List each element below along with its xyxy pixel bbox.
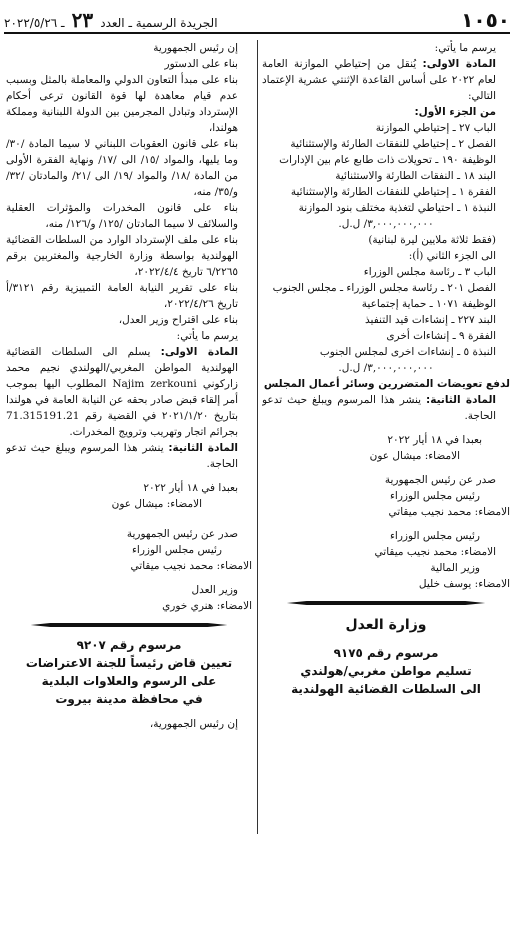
decree-number: مرسوم رقم ٩٢٠٧: [76, 638, 182, 652]
ministry-heading: وزارة العدل: [345, 617, 427, 633]
decree-title: على الرسوم والعلاوات البلدية: [41, 674, 217, 688]
signatory-title: رئيس مجلس الوزراء: [389, 490, 480, 502]
signature: الامضاء: ميشال عون: [111, 498, 202, 510]
signature: الامضاء: محمد نجيب ميقاتي: [388, 506, 510, 518]
purpose: لدفع تعويضات المتضررين وسائر أعمال المجلس: [263, 378, 510, 390]
section-divider: [287, 600, 485, 606]
budget-line: الفصل ٢٠١ ـ رئاسة مجلس الوزراء ـ مجلس الجنوب: [272, 282, 496, 294]
budget-line: الفقرة ٩ ـ إنشاءات أخرى: [386, 330, 496, 342]
budget-line: الفصل ٢ ـ إحتياطي للنفقات الطارئة والإستثنائية: [290, 138, 496, 150]
part-heading: من الجزء الأول:: [414, 106, 496, 118]
issuer: صدر عن رئيس الجمهورية: [384, 474, 496, 486]
issuer: صدر عن رئيس الجمهورية: [126, 528, 238, 540]
decree-clause: إن رئيس الجمهورية: [153, 42, 238, 54]
decree-clause: بناء على تقرير النيابة العامة التمييزية رقم ٣١٢١/أ تاريخ ٢٠٢٢/٤/٢٦،: [6, 282, 238, 310]
decree-clause: بناء على قانون المخدرات والمؤثرات العقلية والسلائف لا سيما المادتان /١٢٥/ و/١٢٦/ منه،: [6, 202, 238, 230]
decree-clause: بناء على مبدأ التعاون الدولي والمعاملة بالمثل وبسبب عدم قيام معاهدة لها قوة القانون ترعى أحكام الإسترداد وتبادل المجرمين بين الدولة اللبنانية ومملكة هولندا،: [6, 74, 238, 134]
budget-line: الباب ٣ ـ رئاسة مجلس الوزراء: [363, 266, 496, 278]
budget-line: النبذة ٥ ـ إنشاءات اخرى لمجلس الجنوب: [319, 346, 496, 358]
budget-line: الفقرة ١ ـ إحتياطي للنفقات الطارئة والإستثنائية: [290, 186, 496, 198]
article-one: المادة الاولى: يسلم الى السلطات القضائية الهولندية المواطن المغربي/الهولندي نجيم محمد زاركوني Najim zerkouni المطلوب اليها بموجب أمر إلقاء قبض صادر بحقه عن النيابة العامة في هولندا بتاريخ ٢٠٢١/١/٢٠ في القضية رقم 71.315191.21 بجرائم اتجار وتهريب وترويج المخدرات.: [6, 346, 239, 438]
signatory-title: وزير العدل: [191, 584, 238, 596]
decree-clause: يرسم ما يأتي:: [434, 42, 496, 54]
amount: ٣,٠٠٠,٠٠٠,٠٠٠/ ل.ل.: [338, 218, 434, 230]
budget-line: الوظيفة ١٩٠ ـ تحويلات ذات طابع عام بين الإدارات: [279, 154, 496, 166]
budget-line: البند ١٨ ـ النفقات الطارئة والاستثنائية: [335, 170, 496, 182]
signature: الامضاء: يوسف خليل: [418, 578, 510, 590]
signature: الامضاء: محمد نجيب ميقاتي: [130, 560, 252, 572]
decree-clause: إن رئيس الجمهورية،: [149, 718, 238, 730]
header-title: الجريدة الرسمية ـ العدد: [100, 16, 218, 30]
part-heading: الى الجزء الثاني (أ):: [408, 250, 496, 262]
budget-line: الباب ٢٧ ـ إحتياطي الموازنة: [375, 122, 496, 134]
signatory-title: رئيس مجلس الوزراء: [389, 530, 480, 542]
signature: الامضاء: محمد نجيب ميقاتي: [374, 546, 496, 558]
decree-clause: بناء على ملف الإسترداد الوارد من السلطات القضائية الهولندية بواسطة وزارة الخارجية والمغتربين برقم ٦/٢٢٦٥ تاريخ ٢٠٢٢/٤/٤،: [6, 234, 238, 278]
signature-date: بعبدا في ١٨ أيار ٢٠٢٢: [143, 482, 238, 494]
signature: الامضاء: ميشال عون: [369, 450, 460, 462]
decree-title: تسليم مواطن مغربي/هولندي: [300, 664, 472, 678]
amount: ٣,٠٠٠,٠٠٠,٠٠٠/ ل.ل.: [338, 362, 434, 374]
header-issue: ٢٣: [71, 8, 94, 32]
decree-title: في محافظة مدينة بيروت: [55, 692, 203, 706]
decree-clause: بناء على اقتراح وزير العدل،: [118, 314, 238, 326]
decree-number: مرسوم رقم ٩١٧٥: [333, 646, 439, 660]
decree-clause: بناء على الدستور: [164, 58, 238, 70]
decree-clause: يرسم ما يأتي:: [176, 330, 238, 342]
left-column: [6, 40, 252, 934]
right-column: [262, 40, 510, 934]
section-divider: [31, 622, 228, 628]
signatory-title: وزير المالية: [430, 562, 480, 574]
article-two: المادة الثانية: ينشر هذا المرسوم ويبلغ حيث تدعو الحاجة.: [6, 442, 238, 470]
page-header: [4, 6, 510, 34]
signature-date: بعبدا في ١٨ أيار ٢٠٢٢: [387, 434, 482, 446]
header-date: ـ ٢٠٢٢/٥/٢٦: [4, 16, 65, 30]
budget-line: البند ٢٢٧ ـ إنشاءات قيد التنفيذ: [365, 314, 496, 326]
decree-clause: بناء على قانون العقوبات اللبناني لا سيما المادة /٣٠/ وما يليها، والمواد /١٥/ الى /١٧/ ونهاية الفقرة الأولى من المادة /١٨/ والمواد /١٩/ الى /٢١/ والمادتان /٣٢/ و/٣٥/ منه،: [6, 138, 238, 198]
budget-line: النبذة ١ ـ احتياطي لتغذية مختلف بنود الموازنة: [298, 202, 496, 214]
article-one: المادة الاولى: يُنقل من إحتياطي الموازنة العامة لعام ٢٠٢٢ على أساس القاعدة الإثنتي عشرية الإعتماد التالي:: [262, 58, 496, 102]
column-divider: [257, 40, 258, 834]
signature: الامضاء: هنري خوري: [162, 600, 252, 612]
decree-title: الى السلطات القضائية الهولندية: [291, 682, 481, 696]
page-number: ١٠٥٠: [461, 8, 510, 32]
amount-words: (فقط ثلاثة ملايين ليرة لبنانية): [368, 234, 496, 246]
signatory-title: رئيس مجلس الوزراء: [131, 544, 222, 556]
article-two: المادة الثانية: ينشر هذا المرسوم ويبلغ حيث تدعو الحاجة.: [262, 394, 496, 422]
budget-line: الوظيفة ١٠٧١ ـ حماية إجتماعية: [361, 298, 496, 310]
header-title-group: [4, 8, 218, 32]
decree-title: تعيين قاض رئيساً للجنة الاعتراضات: [25, 656, 233, 670]
